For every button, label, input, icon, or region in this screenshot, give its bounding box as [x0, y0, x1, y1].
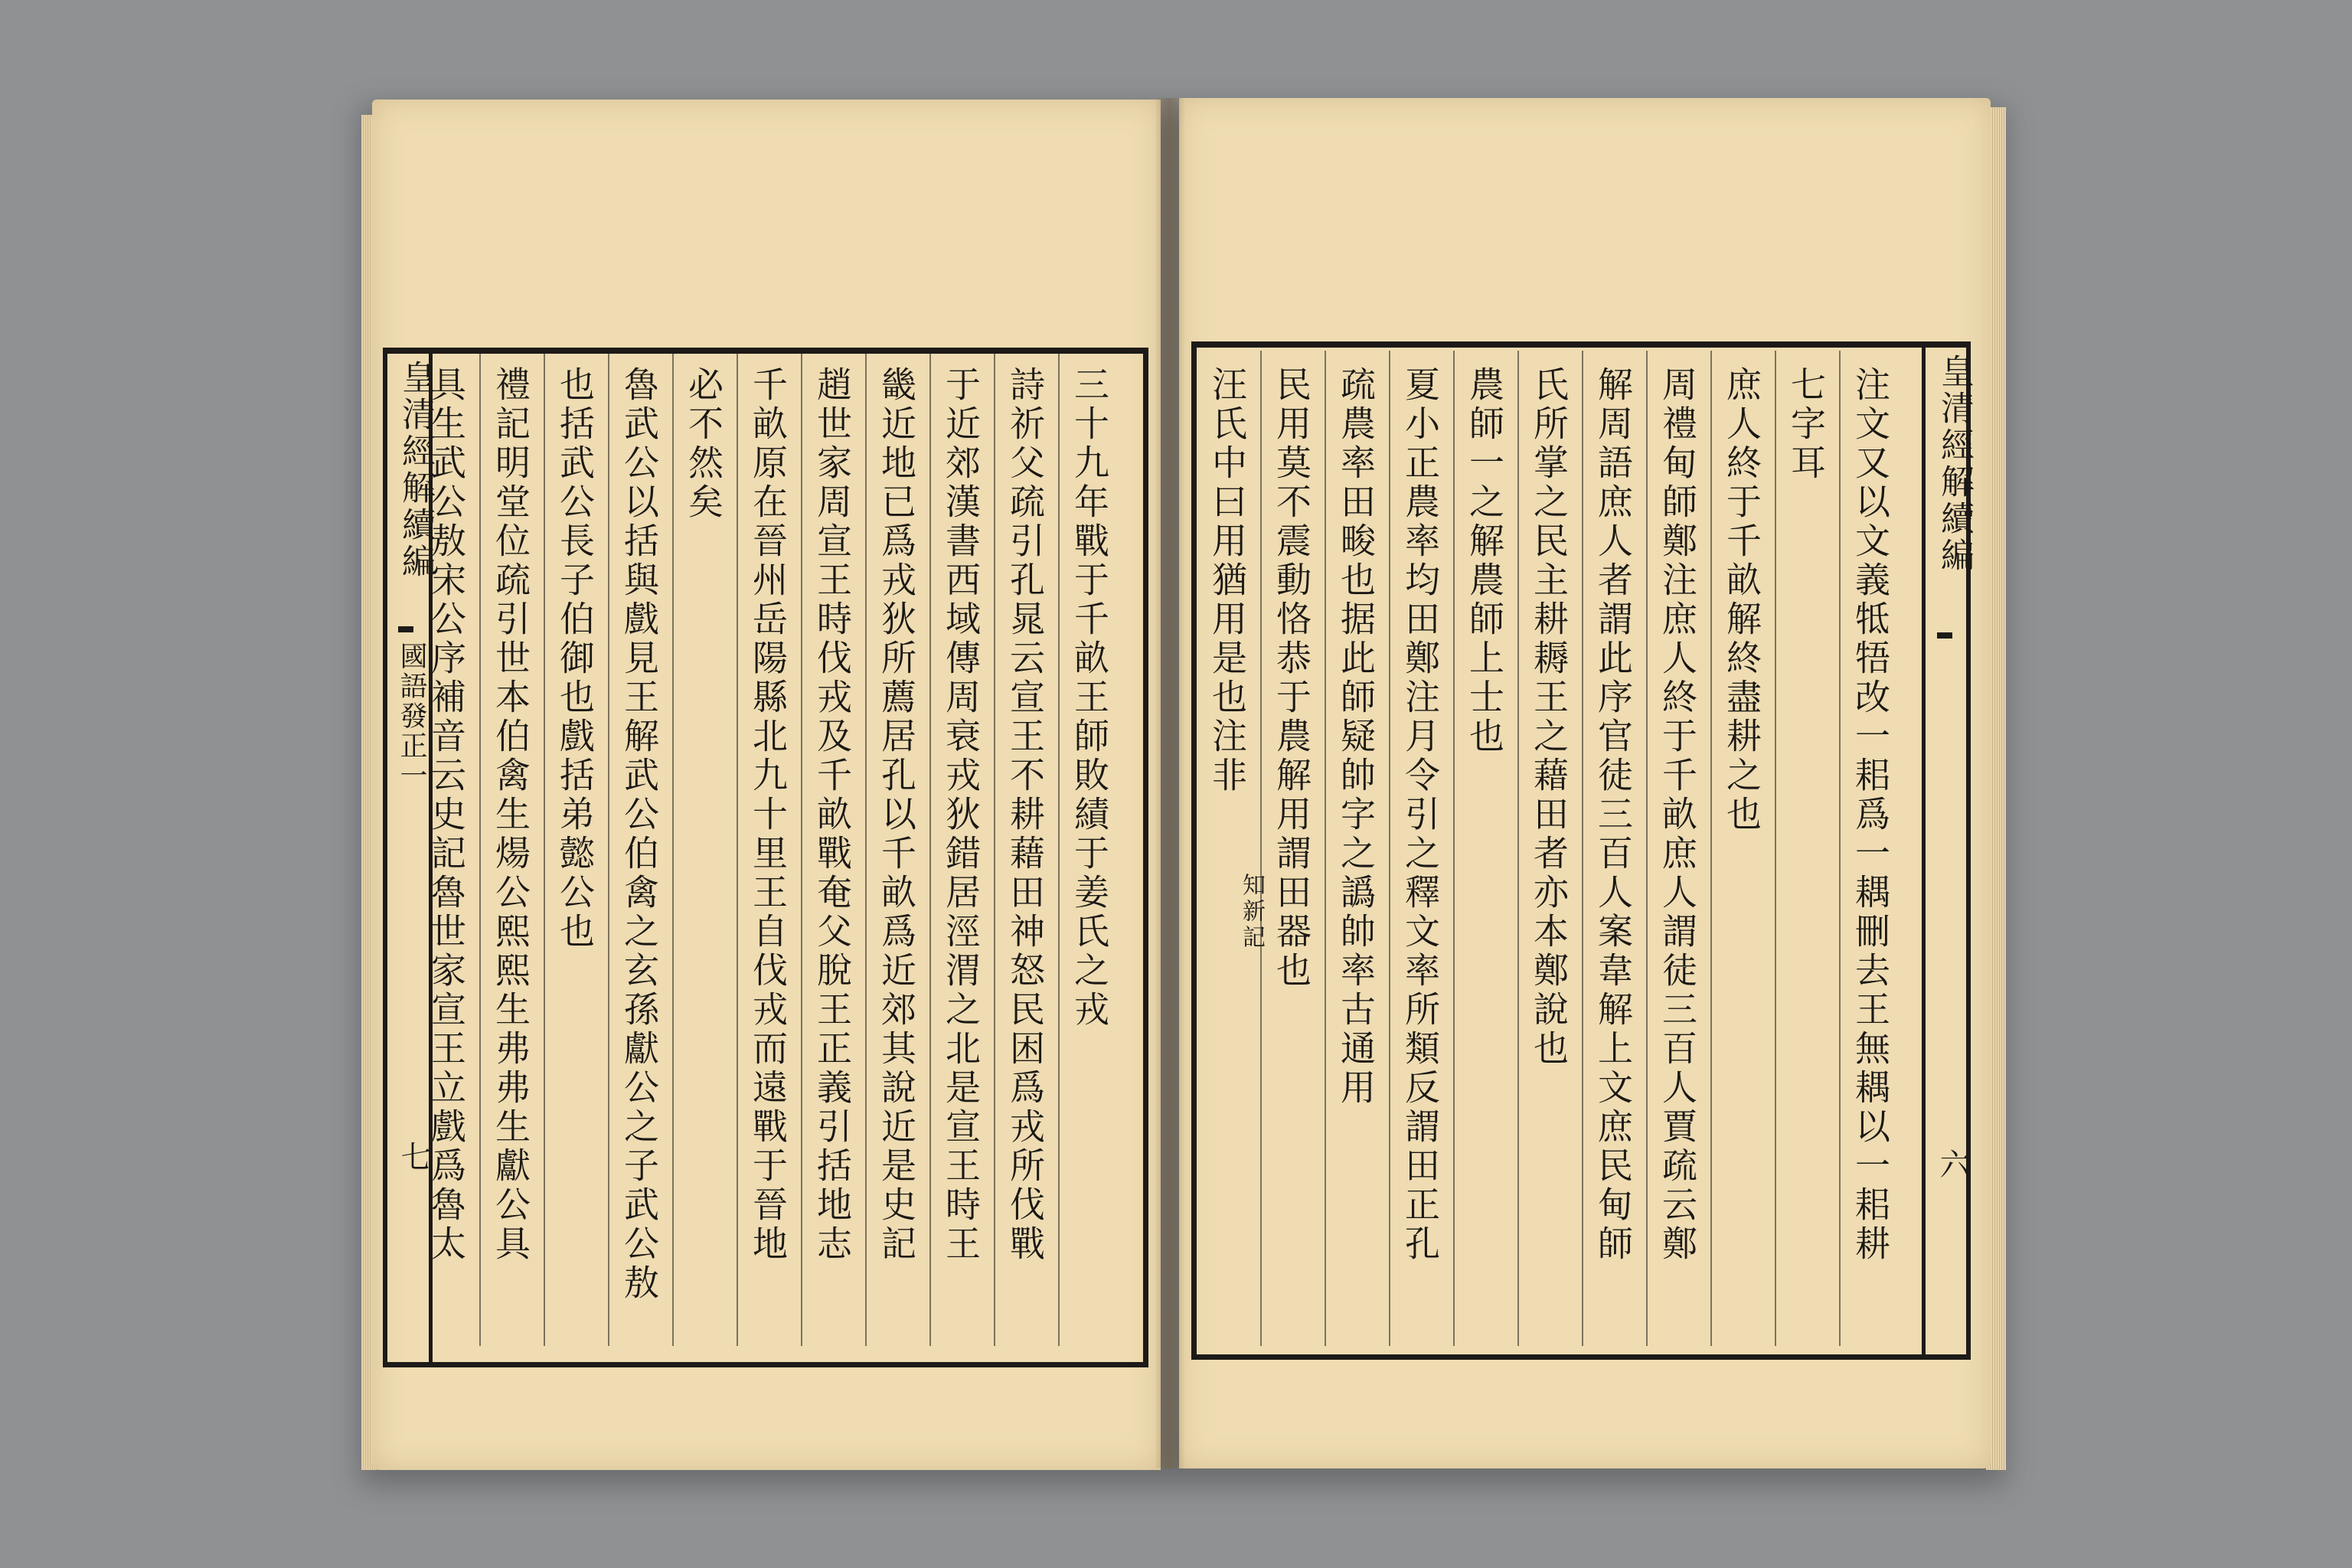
right-column-rule	[1646, 351, 1648, 1346]
right-column-rule	[1839, 351, 1841, 1346]
right-text-column: 汪氏中曰用猶用是也注非	[1207, 366, 1248, 795]
right-text-column: 夏小正農率均田鄭注月令引之釋文率所類反謂田正孔	[1400, 366, 1441, 1264]
left-column-rule	[672, 351, 674, 1346]
right-column-rule	[1389, 351, 1390, 1346]
right-column-rule	[1710, 351, 1712, 1346]
right-fishtail-mark	[1937, 632, 1952, 639]
right-column-rule	[1517, 351, 1519, 1346]
right-text-column: 周禮甸師鄭注庶人終于千畝庶人謂徒三百人賈疏云鄭	[1657, 366, 1698, 1264]
left-column-rule	[608, 351, 609, 1346]
left-text-column: 詩祈父疏引孔晁云宣王不耕藉田神怒民困爲戎所伐戰	[1004, 366, 1046, 1264]
right-text-column: 疏農率田畯也据此師疑帥字之譌帥率古通用	[1335, 366, 1377, 1108]
left-text-column: 千畝原在晉州岳陽縣北九十里王自伐戎而遠戰于晉地	[747, 366, 789, 1264]
left-column-rule	[994, 351, 995, 1346]
left-column-rule	[737, 351, 738, 1346]
right-text-column: 氏所掌之民主耕耨王之藉田者亦本鄭說也	[1528, 366, 1570, 1069]
left-margin-subtitle: 國語發正一	[396, 642, 427, 791]
left-text-column: 魯武公以括與戲見王解武公伯禽之玄孫獻公之子武公敖	[619, 366, 660, 1303]
left-fishtail-mark	[398, 626, 413, 632]
right-text-column: 七字耳	[1785, 366, 1827, 483]
left-column-rule	[479, 351, 481, 1346]
right-text-column: 解周語庶人者謂此序官徒三百人案韋解上文庶民甸師	[1592, 366, 1634, 1264]
right-column-rule	[1775, 351, 1776, 1346]
left-column-rule	[544, 351, 545, 1346]
note-label: 知新記	[1238, 873, 1265, 951]
left-margin-title: 皇清經解續編	[396, 360, 435, 580]
left-page-number: 七	[396, 1141, 431, 1171]
left-outer-rule	[383, 348, 387, 1367]
left-text-column: 必不然矣	[683, 366, 724, 522]
right-margin-title: 皇清經解續編	[1935, 354, 1974, 574]
right-text-column: 農師一之解農師上士也	[1464, 366, 1505, 756]
left-text-column: 三十九年戰于千畝王師敗績于姜氏之戎	[1069, 366, 1110, 1030]
left-text-column: 也括武公長子伯御也戲括弟懿公也	[554, 366, 596, 952]
left-text-column: 于近郊漢書西域傳周衰戎狄錯居涇渭之北是宣王時王	[940, 366, 982, 1264]
left-column-rule	[801, 351, 802, 1346]
left-column-rule	[929, 351, 931, 1346]
left-column-rule	[865, 351, 867, 1346]
right-column-rule	[1325, 351, 1326, 1346]
left-text-column: 畿近地已爲戎狄所薦居孔以千畝爲近郊其說近是史記	[876, 366, 917, 1264]
left-text-column: 具生武公敖宋公序補音云史記魯世家宣王立戲爲魯太	[426, 366, 467, 1264]
book-gutter	[1155, 98, 1185, 1468]
left-column-rule	[1058, 351, 1060, 1346]
right-column-rule	[1453, 351, 1455, 1346]
right-text-column: 民用莫不震動恪恭于農解用謂田器也	[1271, 366, 1312, 991]
right-text-column: 庶人終于千畝解終盡耕之也	[1721, 366, 1762, 835]
left-text-column: 禮記明堂位疏引世本伯禽生煬公熙熙生弗弗生獻公具	[490, 366, 531, 1264]
left-text-column: 趙世家周宣王時伐戎及千畝戰奄父脫王正義引括地志	[812, 366, 853, 1264]
right-column-rule	[1260, 351, 1262, 1346]
right-page-number: 六	[1935, 1148, 1970, 1179]
right-margin-rule	[1922, 341, 1926, 1360]
right-text-column: 注文又以文義牴牾改一耜爲一耦刪去王無耦以一耜耕	[1850, 366, 1891, 1264]
right-column-rule	[1582, 351, 1583, 1346]
